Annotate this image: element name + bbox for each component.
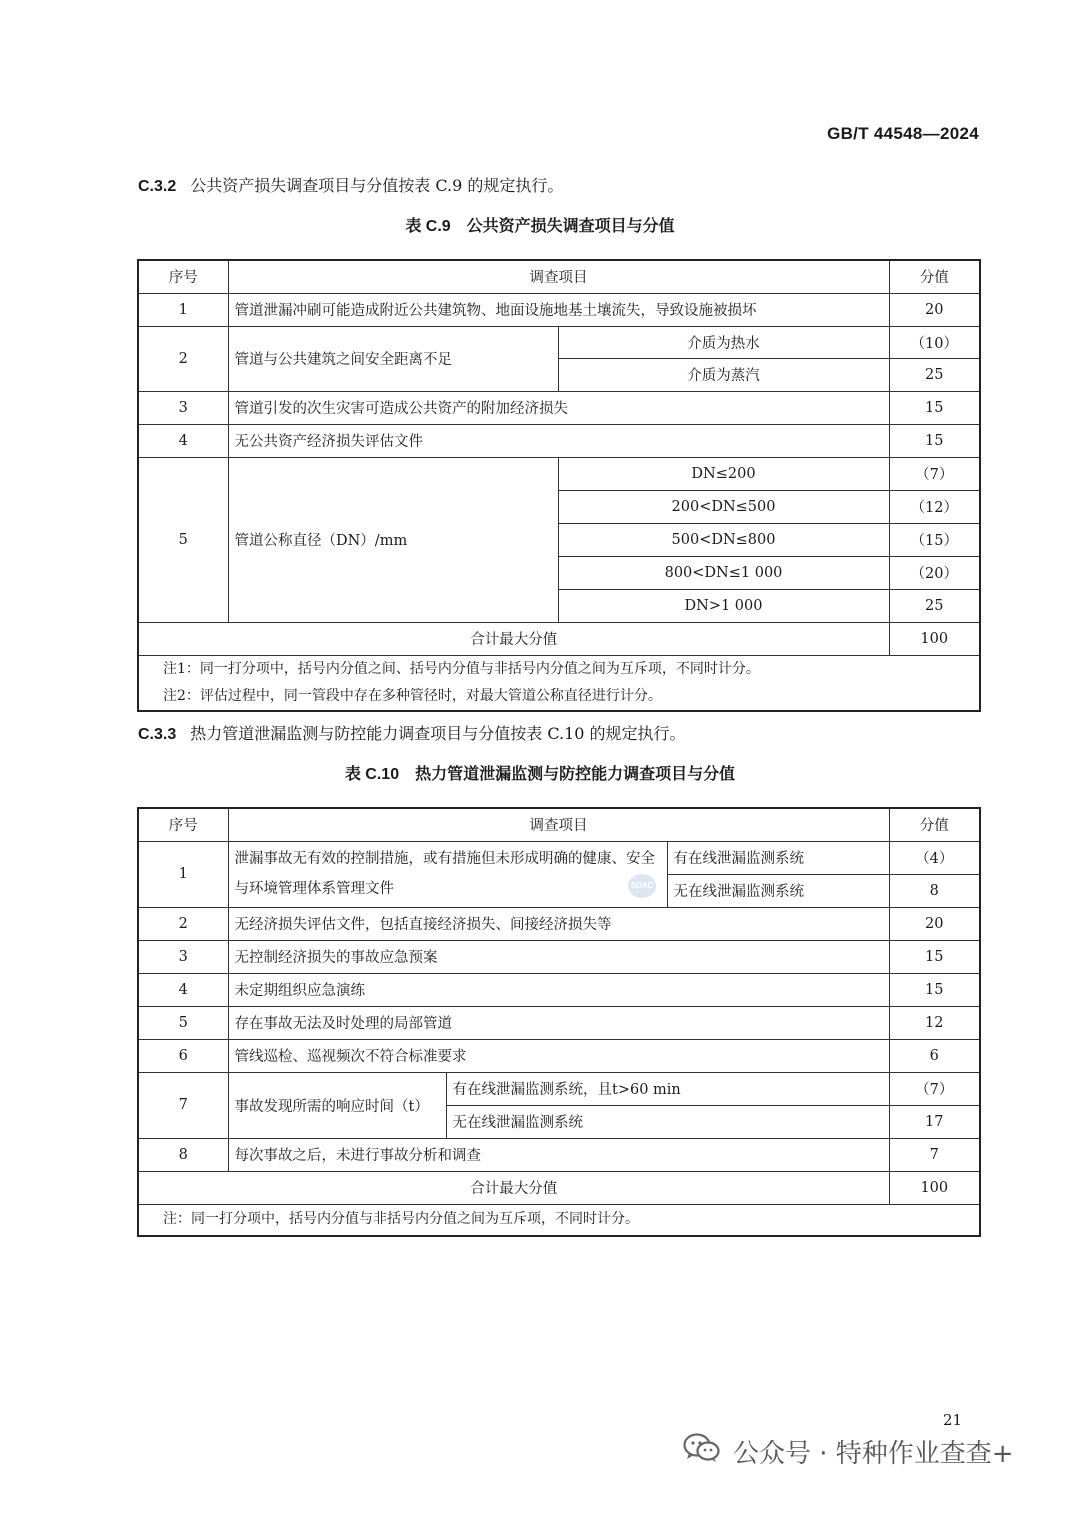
page-number: 21 [943,1411,963,1429]
row-score: （12） [889,490,980,523]
row-score: （4） [889,841,980,874]
sub-item: 无在线泄漏监测系统 [667,874,889,907]
sub-item: 介质为蒸汽 [558,358,889,391]
row-score: 15 [889,391,980,424]
watermark-text: 公众号 · 特种作业查查+ [733,1438,1014,1469]
row-item: 未定期组织应急演练 [228,973,889,1006]
row-item: 管线巡检、巡视频次不符合标准要求 [228,1039,889,1072]
table-c10 [137,807,981,1237]
note-line: 注1：同一打分项中，括号内分值之间、括号内分值与非括号内分值之间为互斥项，不同时计分。 [163,660,760,677]
row-number: 5 [138,457,228,622]
table-row [138,326,980,358]
wechat-watermark [683,1431,1014,1471]
row-score: 15 [889,973,980,1006]
row-score: （10） [889,326,980,358]
row-item: 管道与公共建筑之间安全距离不足 [228,326,558,391]
table-row [138,293,980,326]
sub-item: 200<DN≤500 [558,490,889,523]
row-score: （15） [889,523,980,556]
table-row [138,1039,980,1072]
sub-item: DN≤200 [558,457,889,490]
sub-item: 有在线泄漏监测系统 [667,841,889,874]
row-score: 15 [889,940,980,973]
table-header-row [138,808,980,841]
table-caption-number: 表 C.10 [344,766,400,783]
row-item: 管道引发的次生灾害可造成公共资产的附加经济损失 [228,391,889,424]
badge-watermark: SDAC [628,874,656,898]
table-row [138,841,980,874]
row-number: 2 [138,907,228,940]
note-line: 注2：评估过程中，同一管段中存在多种管径时，对最大管道公称直径进行计分。 [163,687,662,704]
row-item: 事故发现所需的响应时间（t） [228,1072,446,1138]
row-score: （20） [889,556,980,589]
table-notes-row [138,655,980,711]
table-row [138,1006,980,1039]
sub-item: 介质为热水 [558,326,889,358]
header-cell: 分值 [889,260,980,293]
row-score: 20 [889,293,980,326]
row-score: 7 [889,1138,980,1171]
clause-text: 公共资产损失调查项目与分值按表 C.9 的规定执行。 [190,176,564,195]
clause-c32 [138,173,563,196]
row-number: 2 [138,326,228,391]
row-item: 无公共资产经济损失评估文件 [228,424,889,457]
row-score: 17 [889,1105,980,1138]
row-item: 管道公称直径（DN）/mm [228,457,558,622]
sub-item: 500<DN≤800 [558,523,889,556]
row-number: 5 [138,1006,228,1039]
total-score: 100 [889,1171,980,1204]
clause-c33 [138,721,686,744]
total-label: 合计最大分值 [138,1171,889,1204]
row-number: 3 [138,940,228,973]
table-caption-title: 热力管道泄漏监测与防控能力调查项目与分值 [415,764,736,783]
header-cell: 序号 [138,808,228,841]
table-row [138,973,980,1006]
note-line: 注：同一打分项中，括号内分值与非括号内分值之间为互斥项，不同时计分。 [163,1211,639,1228]
table-c9 [137,259,981,712]
row-score: （7） [889,457,980,490]
total-score: 100 [889,622,980,655]
table-row [138,1072,980,1105]
header-cell: 调查项目 [228,260,889,293]
header-cell: 分值 [889,808,980,841]
table-row [138,940,980,973]
row-item: 无控制经济损失的事故应急预案 [228,940,889,973]
header-cell: 调查项目 [228,808,889,841]
row-number: 4 [138,424,228,457]
table-row [138,907,980,940]
row-score: 6 [889,1039,980,1072]
row-score: 8 [889,874,980,907]
table-notes [138,1204,980,1236]
row-number: 4 [138,973,228,1006]
row-number: 1 [138,841,228,907]
table-c10-caption [0,761,1080,784]
row-number: 8 [138,1138,228,1171]
table-total-row [138,1171,980,1204]
table-row [138,1138,980,1171]
row-number: 1 [138,293,228,326]
row-number: 6 [138,1039,228,1072]
table-row [138,457,980,490]
row-score: 25 [889,589,980,622]
table-row [138,424,980,457]
row-score: （7） [889,1072,980,1105]
table-notes [138,655,980,711]
table-row [138,391,980,424]
row-score: 12 [889,1006,980,1039]
standard-id: GB/T 44548—2024 [827,124,979,143]
sub-item: 800<DN≤1 000 [558,556,889,589]
clause-text: 热力管道泄漏监测与防控能力调查项目与分值按表 C.10 的规定执行。 [190,724,686,743]
total-label: 合计最大分值 [138,622,889,655]
clause-number: C.3.3 [138,726,177,743]
table-notes-row [138,1204,980,1236]
row-score: 15 [889,424,980,457]
header-cell: 序号 [138,260,228,293]
sub-item: 有在线泄漏监测系统，且t>60 min [446,1072,889,1105]
table-total-row [138,622,980,655]
wechat-icon [683,1432,721,1471]
row-score: 25 [889,358,980,391]
row-item: 无经济损失评估文件，包括直接经济损失、间接经济损失等 [228,907,889,940]
row-number: 3 [138,391,228,424]
table-header-row [138,260,980,293]
row-item: 泄漏事故无有效的控制措施，或有措施但未形成明确的健康、安全与环境管理体系管理文件 [228,841,667,907]
sub-item: 无在线泄漏监测系统 [446,1105,889,1138]
row-item: 每次事故之后，未进行事故分析和调查 [228,1138,889,1171]
table-c9-caption [0,213,1080,236]
table-caption-number: 表 C.9 [405,218,451,235]
row-number: 7 [138,1072,228,1138]
row-item: 管道泄漏冲刷可能造成附近公共建筑物、地面设施地基土壤流失，导致设施被损坏 [228,293,889,326]
row-item: 存在事故无法及时处理的局部管道 [228,1006,889,1039]
sub-item: DN>1 000 [558,589,889,622]
row-score: 20 [889,907,980,940]
table-caption-title: 公共资产损失调查项目与分值 [466,216,675,235]
clause-number: C.3.2 [138,178,177,195]
